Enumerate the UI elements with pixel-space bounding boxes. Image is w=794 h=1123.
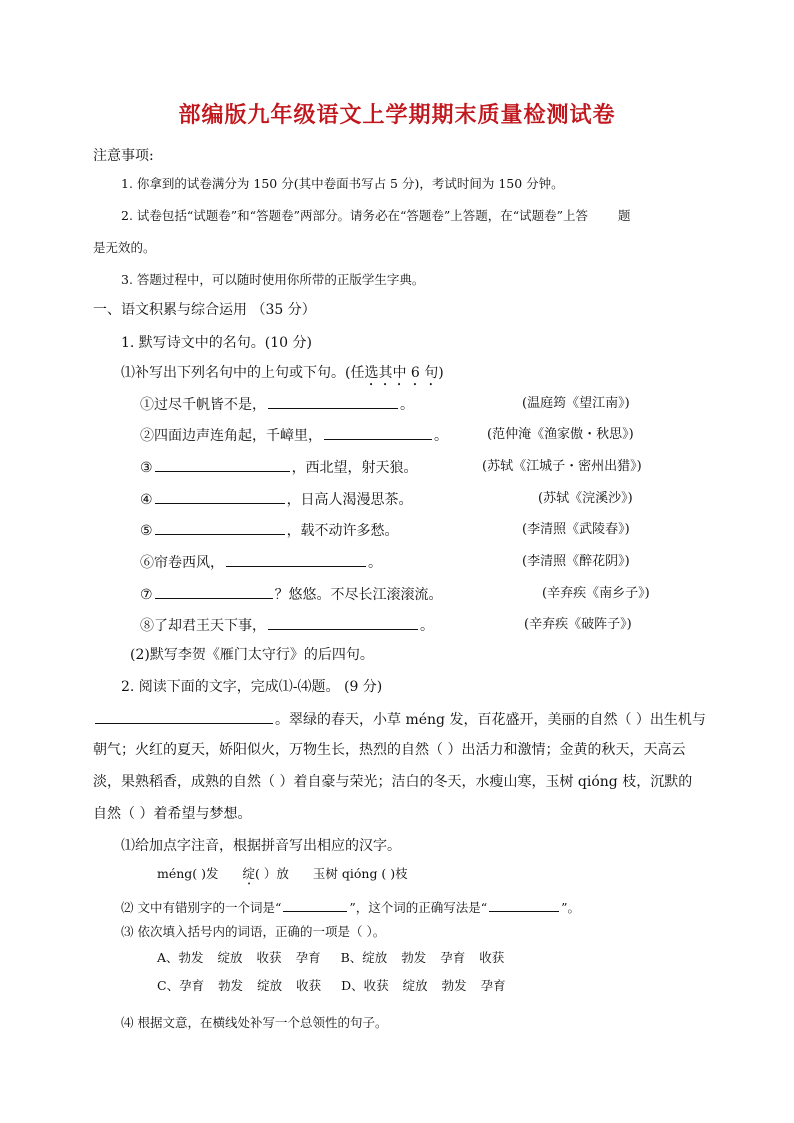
q1-item-3: ③ ，西北望，射天狼。: [140, 457, 418, 478]
q1-item-2-source: (范仲淹《渔家傲・秋思》): [487, 427, 634, 442]
q1-item-8: ⑧了却君王天下事， 。: [140, 615, 434, 636]
option-a[interactable]: A、勃发 绽放 收获 孕育: [157, 950, 321, 965]
q1-item-5-source: (李清照《武陵春》): [522, 522, 630, 537]
q1-item-1: ①过尽千帆皆不是， 。: [140, 394, 414, 415]
q1-item-6: ⑥帘卷西风， 。: [140, 552, 382, 573]
q2-passage-line-1: 。翠绿的春天，小草 méng 发，百花盛开，美丽的自然（ ）出生机与: [93, 709, 706, 730]
option-b[interactable]: B、绽放 勃发 孕育 收获: [340, 950, 505, 965]
note-3: 3. 答题过程中，可以随时使用你所带的正版学生字典。: [121, 272, 425, 287]
q2-sub1-items: méng( )发 绽( ）放 玉树 qióng ( )枝: [157, 866, 408, 881]
answer-blank[interactable]: [95, 709, 273, 724]
notes-heading: 注意事项:: [93, 148, 154, 164]
q1-item-2: ②四面边声连角起，千嶂里， 。: [140, 425, 448, 446]
q2-sub3: ⑶ 依次填入括号内的词语，正确的一项是（ ）。: [121, 924, 386, 939]
q1-item-1-source: (温庭筠《望江南》): [522, 396, 630, 411]
answer-blank[interactable]: [324, 425, 432, 440]
answer-blank[interactable]: [155, 584, 273, 599]
answer-blank[interactable]: [155, 457, 290, 472]
note-1: 1. 你拿到的试卷满分为 150 分(其中卷面书写占 5 分)，考试时间为 150 分钟。: [121, 176, 564, 191]
note-2: 2. 试卷包括“试题卷”和“答题卷”两部分。请务必在“答题卷”上答题，在“试题卷”上答 题: [121, 208, 631, 223]
answer-blank[interactable]: [226, 552, 366, 567]
answer-blank[interactable]: [283, 897, 347, 912]
q1-item-5: ⑤ ，载不动许多愁。: [140, 520, 399, 541]
option-c[interactable]: C、孕育 勃发 绽放 收获: [157, 978, 322, 993]
q2-options-row-2: [157, 976, 518, 996]
answer-blank[interactable]: [489, 897, 559, 912]
q2-sub1: ⑴给加点字注音，根据拼音写出相应的汉字。: [121, 838, 401, 854]
section-1-heading: 一、语文积累与综合运用 （35 分）: [93, 302, 316, 318]
q1-item-7: ⑦ ？悠悠。不尽长江滚滚流。: [140, 584, 443, 605]
answer-blank[interactable]: [268, 615, 418, 630]
q1-item-6-source: (李清照《醉花阴》): [522, 554, 630, 569]
answer-blank[interactable]: [268, 394, 398, 409]
q1-item-3-source: (苏轼《江城子・密州出猎》): [482, 459, 642, 474]
q1-item-8-source: (辛弃疾《破阵子》): [524, 617, 632, 632]
q1-item-4-source: (苏轼《浣溪沙》): [538, 491, 633, 506]
q2-title: 2. 阅读下面的文字，完成⑴-⑷题。 (9 分): [121, 679, 383, 695]
answer-blank[interactable]: [155, 489, 285, 504]
q1-title: 1. 默写诗文中的名句。(10 分): [121, 335, 312, 351]
q2-passage-line-3: 淡，果熟稻香，成熟的自然（ ）着自豪与荣光；洁白的冬天，水瘦山寒，玉树 qióng 枝，沉默的: [93, 774, 693, 790]
q2-passage-line-2: 朝气；火红的夏天，娇阳似火，万物生长，热烈的自然（ ）出活力和激情；金黄的秋天，天高云: [93, 742, 686, 758]
q2-sub2: ⑵ 文中有错别字的一个词是“ ”，这个词的正确写法是“ ”。: [121, 897, 580, 918]
q2-passage-line-4: 自然（ ）着希望与梦想。: [93, 806, 252, 822]
answer-blank[interactable]: [155, 520, 285, 535]
q2-sub4: ⑷ 根据文意，在横线处补写一个总领性的句子。: [121, 1015, 388, 1030]
q1-item-7-source: (辛弃疾《南乡子》): [542, 586, 650, 601]
note-2-cont: 是无效的。: [93, 240, 156, 255]
option-d[interactable]: D、收获 绽放 勃发 孕育: [341, 978, 506, 993]
page-title: 部编版九年级语文上学期期末质量检测试卷: [178, 103, 616, 128]
q1-sub1: ⑴补写出下列名句中的上句或下句。(任选其中 6 句): [121, 365, 444, 381]
q2-options-row-1: [157, 948, 516, 968]
q1-item-4: ④ ，日高人渴漫思茶。: [140, 489, 413, 510]
q1-sub2: (2)默写李贺《雁门太守行》的后四句。: [130, 647, 374, 663]
